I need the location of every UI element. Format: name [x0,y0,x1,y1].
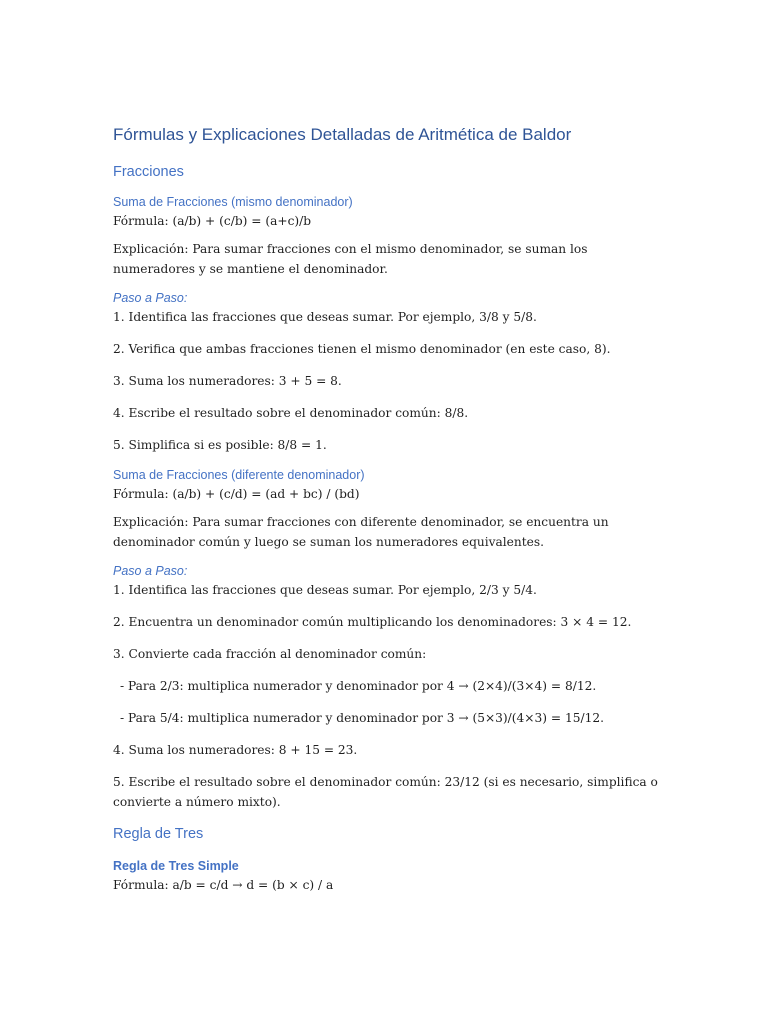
explicacion-suma-diferente: Explicación: Para sumar fracciones con diferente denominador, se encuentra un denominador común y luego se suman los numeradores equivalentes. [113,515,609,549]
step-item: 3. Convierte cada fracción al denominador común: [113,647,427,661]
step-item: 1. Identifica las fracciones que deseas sumar. Por ejemplo, 2/3 y 5/4. [113,583,537,597]
heading-suma-mismo-denominador: Suma de Fracciones (mismo denominador) [113,195,353,209]
step-subitem: - Para 2/3: multiplica numerador y denominador por 4 → (2×4)/(3×4) = 8/12. [120,679,597,693]
formula-suma-mismo: Fórmula: (a/b) + (c/b) = (a+c)/b [113,214,312,228]
formula-regla-de-tres: Fórmula: a/b = c/d → d = (b × c) / a [113,878,334,892]
step-item: 5. Simplifica si es posible: 8/8 = 1. [113,438,327,452]
document-content [113,124,658,895]
formula-suma-diferente: Fórmula: (a/b) + (c/d) = (ad + bc) / (bd) [113,487,360,501]
step-item: 2. Encuentra un denominador común multiplicando los denominadores: 3 × 4 = 12. [113,615,632,629]
step-item: 4. Escribe el resultado sobre el denominador común: 8/8. [113,406,469,420]
heading-regla-de-tres: Regla de Tres [113,826,204,842]
step-item: 2. Verifica que ambas fracciones tienen el mismo denominador (en este caso, 8). [113,342,611,356]
page-title: Fórmulas y Explicaciones Detalladas de Aritmética de Baldor [113,125,572,144]
step-item: 4. Suma los numeradores: 8 + 15 = 23. [113,743,358,757]
heading-suma-diferente-denominador: Suma de Fracciones (diferente denominador) [113,468,365,482]
heading-fracciones: Fracciones [113,164,184,180]
paso-a-paso-heading: Paso a Paso: [113,291,188,305]
step-item: 1. Identifica las fracciones que deseas sumar. Por ejemplo, 3/8 y 5/8. [113,310,537,324]
step-subitem: - Para 5/4: multiplica numerador y denominador por 3 → (5×3)/(4×3) = 15/12. [120,711,604,725]
explicacion-suma-mismo: Explicación: Para sumar fracciones con el mismo denominador, se suman los numeradores y se mantiene el denominador. [113,242,588,276]
paso-a-paso-heading: Paso a Paso: [113,564,188,578]
step-item: 5. Escribe el resultado sobre el denominador común: 23/12 (si es necesario, simplifica o convierte a número mixto). [113,775,658,809]
heading-regla-de-tres-simple: Regla de Tres Simple [113,859,239,873]
step-item: 3. Suma los numeradores: 3 + 5 = 8. [113,374,342,388]
